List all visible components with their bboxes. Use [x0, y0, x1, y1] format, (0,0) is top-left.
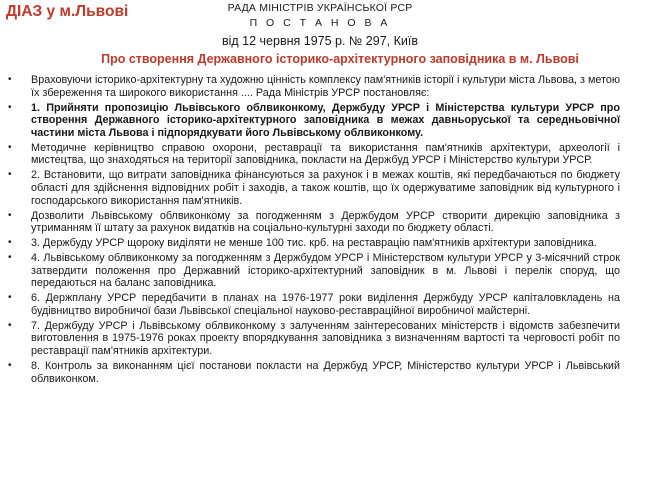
list-item	[0, 74, 650, 99]
list-item	[0, 142, 650, 167]
corner-title: ДІАЗ у м.Львові	[6, 3, 129, 20]
bullet-icon: •	[8, 359, 12, 371]
item-text: Методичне керівництво справою охорони, реставрації та використання пам'ятників архітектури, археології і мистецтва, що знаходяться на території заповідника, покласти на Держбуд УРСР і Міністерство культури УРСР.	[31, 141, 620, 167]
bullet-icon: •	[8, 169, 12, 181]
bullet-icon: •	[8, 292, 12, 304]
list-item	[0, 252, 650, 290]
bullet-icon: •	[8, 101, 12, 113]
item-text: 3. Держбуду УРСР щороку виділяти не менше 100 тис. крб. на реставрацію пам'ятників архітектури заповідника.	[31, 237, 597, 250]
resolution-items-list	[0, 74, 650, 388]
list-item	[0, 169, 650, 207]
header-date-number: від 12 червня 1975 р. № 297, Київ	[221, 34, 418, 48]
item-text: Враховуючи історико-архітектурну та художню цінність комплексу пам'ятників історії і культури міста Львова, з метою їх збереження та широкого використання .... Рада Міністрів УРСР постановляє:	[31, 74, 620, 99]
bullet-icon: •	[8, 319, 12, 331]
header-resolution-label: П О С Т А Н О В А	[249, 17, 391, 29]
item-text: 4. Львівському облвиконкому за погодженням з Держбудом УРСР і Міністерством культури УРСР у 3-місячний строк затвердити положення про Державний історико-архітектурний заповідник в м. Львові і перелік споруд, що передаються на баланс заповідника.	[31, 252, 620, 290]
item-text: 7. Держбуду УРСР і Львівському облвиконкому з залученням заінтересованих міністерств і відомств забезпечити виготовлення в 1975-1976 роках проекту впорядкування заповідника з визначенням вартості та черговості робіт по реставрації пам'ятників архітектури.	[31, 319, 620, 357]
item-text: 8. Контроль за виконанням цієї постанови покласти на Держбуд УРСР, Міністерство культури УРСР і Львівський облвиконком.	[31, 359, 620, 385]
list-item	[0, 102, 650, 140]
header-council-name: РАДА МІНІСТРІВ УКРАЇНСЬКОЇ РСР	[227, 2, 413, 14]
header-document-title: Про створення Державного історико-архітектурного заповідника в м. Львові	[101, 52, 579, 66]
list-item	[0, 237, 650, 250]
item-text: Дозволити Львівському облвиконкому за погодженням з Держбудом УРСР створити дирекцію заповідника з утриманням її штату за рахунок видатків на соціально-культурні заходи по бюджету області.	[31, 209, 620, 235]
bullet-icon: •	[8, 209, 12, 221]
bullet-icon: •	[8, 74, 12, 85]
bullet-icon: •	[8, 141, 12, 153]
list-item	[0, 292, 650, 317]
list-item	[0, 210, 650, 235]
item-text: 6. Держплану УРСР передбачити в планах на 1976-1977 роки виділення Держбуду УРСР капіталовкладень на будівництво виробничої бази Львівської спеціальної науково-реставраційної виробничої майстерні.	[31, 292, 620, 317]
list-item	[0, 320, 650, 358]
bullet-icon: •	[8, 237, 12, 249]
item-text: 1. Прийняти пропозицію Львівського облвиконкому, Держбуду УРСР і Міністерства культури УРСР про створення Державного історико-архітектурного заповідника в межах давньоруської та середньовічної частини міста Львова і підпорядкувати його Львівському облвиконкому.	[31, 101, 620, 139]
list-item	[0, 360, 650, 385]
bullet-icon: •	[8, 252, 12, 264]
item-text: 2. Встановити, що витрати заповідника фінансуються за рахунок і в межах коштів, які передбачаються по бюджету області для здійснення відповідних робіт і заходів, а також коштів, що їх одержуватиме заповідник від культурного і господарського використання пам'ятників.	[31, 169, 620, 207]
